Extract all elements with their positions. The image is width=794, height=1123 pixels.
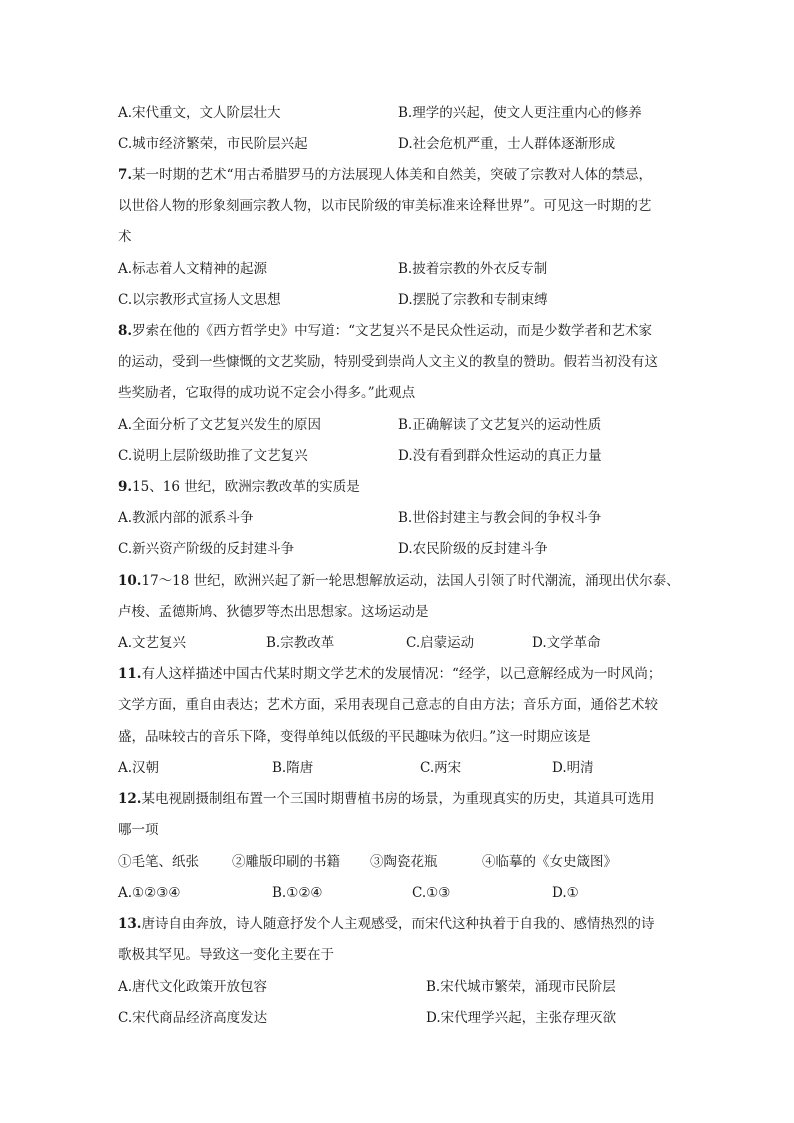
q13-stem-line-2: 歌极其罕见。导致这一变化主要在于	[118, 947, 334, 963]
q13-stem-line-1: 13.唐诗自由奔放，诗人随意抒发个人主观感受，而宋代这种执着于自我的、感情热烈的诗	[118, 916, 655, 932]
q7-stem-line-3: 术	[118, 229, 132, 245]
q9-stem-line-1: 9.15、16 世纪，欧洲宗教改革的实质是	[118, 479, 360, 495]
q11-stem-line-1: 11.有人这样描述中国古代某时期文学艺术的发展情况：“经学，以己意解经成为一时风尚；	[118, 666, 662, 682]
q12-option-c: C.①③	[412, 885, 451, 901]
q11-option-b: B.隋唐	[272, 760, 314, 776]
q10-stem-line-2: 卢梭、孟德斯鸠、狄德罗等杰出思想家。这场运动是	[118, 604, 429, 620]
q11-stem-line-2: 文学方面，重自由表达；艺术方面，采用表现自己意志的自由方法；音乐方面，通俗艺术较	[118, 697, 658, 713]
q12-stem-line-1: 12.某电视剧摄制组布置一个三国时期曹植书房的场景，为重现真实的历史，其道具可选用	[118, 791, 655, 807]
q11-option-a: A.汉朝	[118, 760, 160, 776]
q13-option-a: A.唐代文化政策开放包容	[118, 979, 268, 995]
q12-number: 12.	[118, 791, 142, 807]
q10-option-b: B.宗教改革	[266, 635, 335, 651]
q11-stem-line-3: 盛，品味较古的音乐下降，变得单纯以低级的平民趣味为依归。”这一时期应该是	[118, 729, 591, 745]
q13-option-d: D.宋代理学兴起，主张存理灭欲	[426, 1010, 617, 1026]
q10-option-d: D.文学革命	[532, 635, 601, 651]
q12-item-2: ②雕版印刷的书籍	[232, 854, 340, 870]
q11-option-d: D.明清	[552, 760, 594, 776]
q6-option-c: C.城市经济繁荣，市民阶层兴起	[118, 136, 308, 152]
q8-stem-line-1: 8.罗索在他的《西方哲学史》中写道：“文艺复兴不是民众性运动，而是少数学者和艺术家	[118, 323, 652, 339]
q12-item-3: ③陶瓷花瓶	[370, 854, 438, 870]
q12-stem-line-2: 哪一项	[118, 822, 159, 838]
q10-stem-line-1: 10.17～18 世纪，欧洲兴起了新一轮思想解放运动，法国人引领了时代潮流，涌现出伏尔泰、	[118, 573, 680, 589]
q7-option-d: D.摆脱了宗教和专制束缚	[398, 292, 548, 308]
q12-option-b: B.①②④	[272, 885, 323, 901]
q8-stem-line-3: 些奖励者，它取得的成功说不定会小得多。”此观点	[118, 385, 416, 401]
q13-option-b: B.宋代城市繁荣，涌现市民阶层	[426, 979, 616, 995]
q7-option-b: B.披着宗教的外衣反专制	[398, 261, 548, 277]
q9-option-d: D.农民阶级的反封建斗争	[398, 541, 548, 557]
q8-stem-line-2: 的运动，受到一些慷慨的文艺奖励，特别受到崇尚人文主义的教皇的赞助。假若当初没有这	[118, 354, 658, 370]
q7-option-c: C.以宗教形式宣扬人文思想	[118, 292, 281, 308]
q10-option-c: C.启蒙运动	[406, 635, 475, 651]
q8-option-a: A.全面分析了文艺复兴发生的原因	[118, 417, 322, 433]
q9-option-b: B.世俗封建主与教会间的争权斗争	[398, 510, 602, 526]
q6-option-a: A.宋代重文，文人阶层壮大	[118, 105, 281, 121]
q8-number: 8.	[118, 323, 133, 339]
q9-number: 9.	[118, 479, 133, 495]
q9-option-a: A.教派内部的派系斗争	[118, 510, 254, 526]
q11-option-c: C.两宋	[420, 760, 462, 776]
q7-stem-line-2: 以世俗人物的形象刻画宗教人物，以市民阶级的审美标准来诠释世界”。可见这一时期的艺	[118, 198, 652, 214]
q7-stem-line-1: 7.某一时期的艺术“用古希腊罗马的方法展现人体美和自然美，突破了宗教对人体的禁忌，	[118, 167, 652, 183]
q12-option-d: D.①	[552, 885, 579, 901]
q7-number: 7.	[118, 167, 133, 183]
q13-number: 13.	[118, 916, 142, 932]
q12-item-1: ①毛笔、纸张	[118, 854, 199, 870]
q9-option-c: C.新兴资产阶级的反封建斗争	[118, 541, 295, 557]
q8-option-c: C.说明上层阶级助推了文艺复兴	[118, 448, 308, 464]
q7-option-a: A.标志着人文精神的起源	[118, 261, 268, 277]
q10-number: 10.	[118, 573, 142, 589]
q10-option-a: A.文艺复兴	[118, 635, 187, 651]
q13-option-c: C.宋代商品经济高度发达	[118, 1010, 268, 1026]
q6-option-d: D.社会危机严重，士人群体逐渐形成	[398, 136, 616, 152]
q6-option-b: B.理学的兴起，使文人更注重内心的修养	[398, 105, 642, 121]
q11-number: 11.	[118, 666, 142, 682]
q12-item-4: ④临摹的《女史箴图》	[482, 854, 617, 870]
q8-option-b: B.正确解读了文艺复兴的运动性质	[398, 417, 602, 433]
q12-option-a: A.①②③④	[118, 885, 181, 901]
q8-option-d: D.没有看到群众性运动的真正力量	[398, 448, 602, 464]
